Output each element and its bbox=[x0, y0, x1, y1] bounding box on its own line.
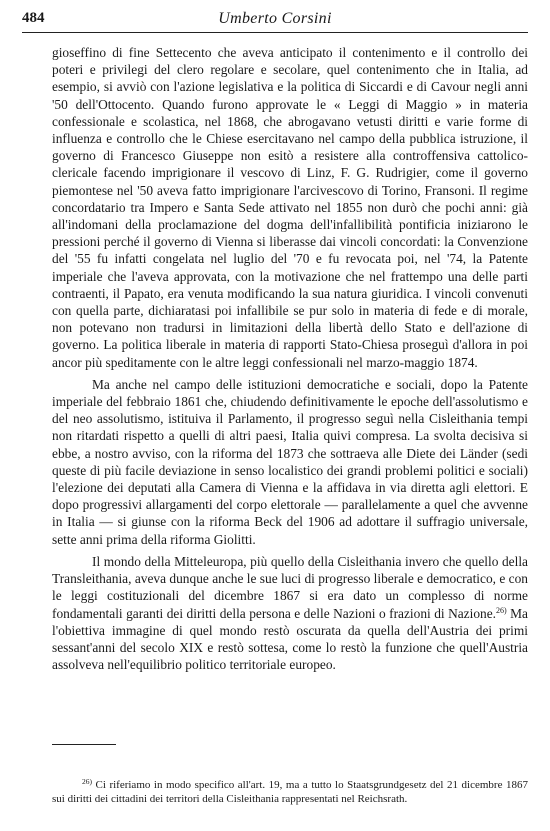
running-title: Umberto Corsini bbox=[218, 10, 332, 27]
paragraph-3-text: Il mondo della Mitteleuropa, più quello della Cisleithania invero che quello della Transleithania, aveva dunque anche le sue luci di progresso liberale e democratico, e con le leggi costituzionali del dicembre 1867 si era dato un complesso di norme fondamentali garanti dei diritti della persona e delle Nazioni o frazioni di Nazione. bbox=[52, 553, 528, 621]
footnote-reference: 26) bbox=[496, 605, 507, 615]
footnote-text: Ci riferiamo in modo specifico all'art. 19, ma a tutto lo Staatsgrundgesetz del 21 dicembre 1867 sui diritti dei cittadini dei territori della Cisleithania rappresentati nel Reichsrath. bbox=[52, 779, 528, 806]
page-header bbox=[22, 10, 528, 33]
body-text bbox=[52, 44, 528, 673]
paragraph-2: Ma anche nel campo delle istituzioni democratiche e sociali, dopo la Patente imperiale del febbraio 1861 che, chiudendo definitivamente le epoche dell'assolutismo e del neo assolutismo, istituiva il Parlamento, il progresso seguì nella Cisleithania tempi non ritardati rispetto a quelli di altri paesi, Italia quivi compresa. La svolta decisiva si ebbe, a nostro avviso, con la riforma del 1873 che sottraeva alle Diete dei Länder (sedi queste di più facile deviazione in senso localistico dei grandi problemi politici e sociali) l'elezione dei deputati alla Camera di Vienna e la affidava in via diretta agli elettori. E dopo progressivi allargamenti del corpo elettorale — parallelamente a quel che avvenne in Italia — si giunse con la riforma Beck del 1906 ad adottare il suffragio universale, sette anni prima della riforma Giolitti. bbox=[52, 376, 528, 547]
footnote bbox=[52, 778, 528, 806]
footnote-mark: 26) bbox=[82, 777, 92, 786]
footnote-divider bbox=[52, 744, 116, 745]
paragraph-1: gioseffino di fine Settecento che aveva anticipato il contenimento e il controllo dei poteri e privilegi del clero regolare e secolare, quel contenimento che in Italia, ad esempio, si avviò con l'azione legislativa e la politica di Siccardi e di Cavour negli anni '50 dell'Ottocento. Quando furono approvate le « Leggi di Maggio » in materia confessionale e scolastica, nel 1868, che abrogavano vetusti diritti e varie forme di influenza e controllo che le Chiese esercitavano nel campo della pubblica istruzione, il governo di Francesco Giuseppe non esitò a resistere alla controffensiva cattolico-clericale facendo imprigionare il vescovo di Linz, F. G. Rudrigier, come il governo piemontese nel '50 aveva fatto imprigionare l'arcivescovo di Torino, Fransoni. Il regime concordatario tra Impero e Santa Sede attivato nel 1855 non durò che pochi anni: già all'indomani della proclamazione del dogma dell'infallibilità pontificia iniziarono le pressioni perché il governo di Vienna si liberasse dai vincoli concordati: la Convenzione del '55 fu infatti congelata nel luglio del '70 e fu revocata poi, nel '74, la Patente imperiale che l'aveva approvata, con la motivazione che nel frattempo una delle parti contraenti, il Papato, era venuta modificando la sua natura giuridica. I vincoli convenuti con quella parte, dichiaratasi poi infallibile se pur solo in materia di fede e di morale, non potevano non tradursi in limitazioni della libertà dello Stato e dell'azione di governo. La politica liberale in materia di rapporti Stato-Chiesa proseguì d'allora in poi ancor più speditamente con le altre leggi confessionali nel marzo-maggio 1874. bbox=[52, 45, 528, 370]
paragraph-3-tail: Ma l'obiettiva immagine di quel mondo restò oscurata da quella dell'Austria dei primi sessant'anni del secolo XIX e restò sottesa, come lo restò la funzione che quell'Austria assolveva nell'equilibrio politico territoriale europeo. bbox=[52, 605, 528, 673]
paragraph-3 bbox=[52, 553, 528, 673]
page-number: 484 bbox=[22, 10, 45, 26]
